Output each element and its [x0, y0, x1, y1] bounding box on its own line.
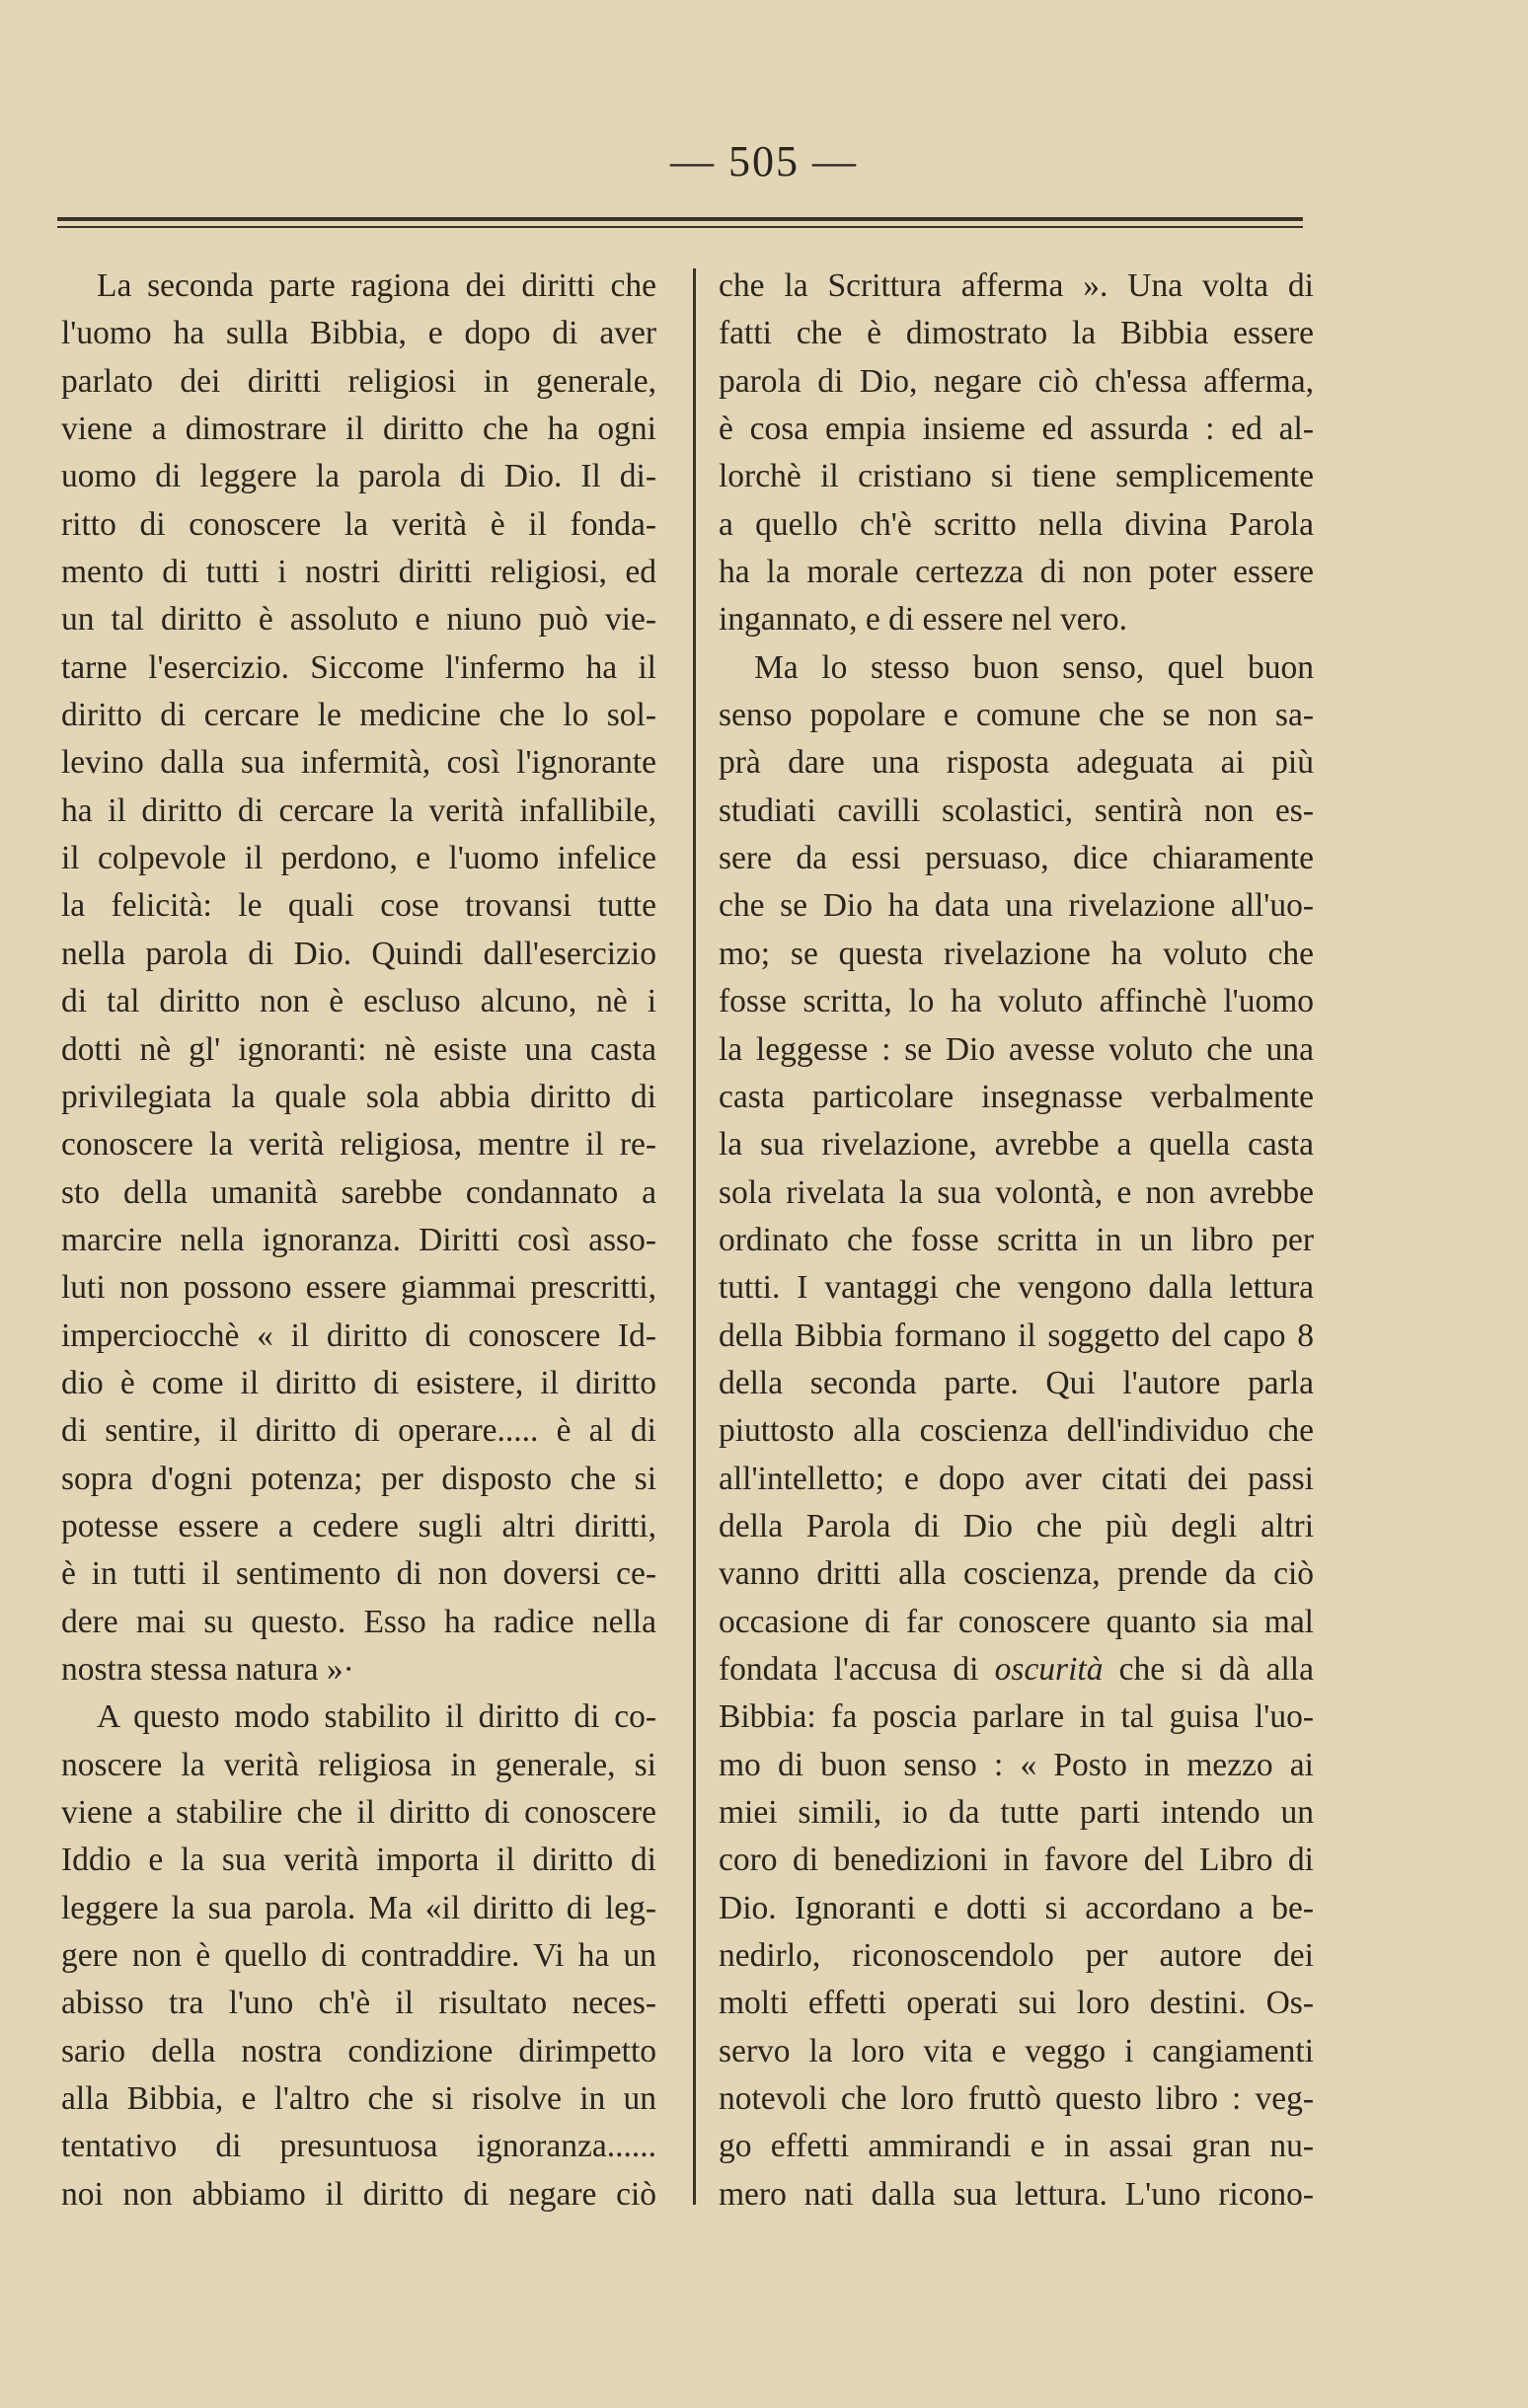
text-line: a quello ch'è scritto nella divina Parola — [719, 505, 1314, 543]
text-line: dio è come il diritto di esistere, il diritto — [61, 1364, 656, 1401]
text-line: di sentire, il diritto di operare..... è al di — [61, 1412, 656, 1450]
text-line: La seconda parte ragiona dei diritti che — [97, 267, 656, 304]
text-line: vanno dritti alla coscienza, prende da ciò — [719, 1555, 1314, 1593]
text-line: fosse scritta, lo ha voluto affinchè l'uomo — [719, 983, 1314, 1020]
text-line: nostra stessa natura »· — [61, 1650, 354, 1688]
text-line: alla Bibbia, e l'altro che si risolve in un — [61, 2080, 656, 2118]
text-line: potesse essere a cedere sugli altri diritti, — [61, 1507, 656, 1544]
text-line: prà dare una risposta adeguata ai più — [719, 744, 1314, 782]
text-line: viene a dimostrare il diritto che ha ogni — [61, 411, 656, 448]
text-line: il colpevole il perdono, e l'uomo infelice — [61, 840, 656, 877]
text-line: dere mai su questo. Esso ha radice nella — [61, 1603, 656, 1640]
text-line: go effetti ammirandi e in assai gran nu- — [719, 2128, 1314, 2165]
text-line: sola rivelata la sua volontà, e non avrebbe — [719, 1173, 1314, 1211]
text-line: parlato dei diritti religiosi in generale, — [61, 362, 656, 400]
text-line: dotti nè gl' ignoranti: nè esiste una casta — [61, 1030, 656, 1068]
text-line: privilegiata la quale sola abbia diritto di — [61, 1078, 656, 1115]
text-line: studiati cavilli scolastici, sentirà non es- — [719, 791, 1314, 829]
text-line: piuttosto alla coscienza dell'individuo che — [719, 1412, 1314, 1450]
text-line: sario della nostra condizione dirimpetto — [61, 2032, 656, 2069]
text-line: miei simili, io da tutte parti intendo un — [719, 1794, 1314, 1831]
text-line: ha il diritto di cercare la verità infallibile, — [61, 791, 656, 829]
text-line: ritto di conoscere la verità è il fonda- — [61, 505, 656, 543]
text-line: della seconda parte. Qui l'autore parla — [719, 1364, 1314, 1401]
text-line: notevoli che loro fruttò questo libro : veg- — [719, 2080, 1314, 2118]
text-line: A questo modo stabilito il diritto di co- — [97, 1698, 656, 1736]
text-line: levino dalla sua infermità, così l'ignorante — [61, 744, 656, 782]
text-line: è cosa empia insieme ed assurda : ed al- — [719, 411, 1314, 448]
text-line: luti non possono essere giammai prescritti, — [61, 1269, 656, 1307]
text-line: l'uomo ha sulla Bibbia, e dopo di aver — [61, 315, 656, 352]
text-line: sopra d'ogni potenza; per disposto che si — [61, 1460, 656, 1497]
text-line: tentativo di presuntuosa ignoranza...... — [61, 2128, 656, 2165]
text-line: sere da essi persuaso, dice chiaramente — [719, 840, 1314, 877]
text-line: abisso tra l'uno ch'è il risultato neces- — [61, 1985, 656, 2022]
text-line: lorchè il cristiano si tiene semplicemente — [719, 458, 1314, 495]
text-line: nella parola di Dio. Quindi dall'esercizio — [61, 935, 656, 972]
text-line: nedirlo, riconoscendolo per autore dei — [719, 1937, 1314, 1975]
text-line: occasione di far conoscere quanto sia mal — [719, 1603, 1314, 1640]
text-line: molti effetti operati sui loro destini. Os- — [719, 1985, 1314, 2022]
text-line: diritto di cercare le medicine che lo sol- — [61, 697, 656, 734]
text-line: mero nati dalla sua lettura. L'uno ricono- — [719, 2175, 1314, 2213]
text-line: parola di Dio, negare ciò ch'essa afferma, — [719, 362, 1314, 400]
text-line: della Bibbia formano il soggetto del capo 8 — [719, 1317, 1314, 1354]
text-line: un tal diritto è assoluto e niuno può vie- — [61, 601, 656, 639]
text-line: noscere la verità religiosa in generale, si — [61, 1746, 656, 1783]
text-line: servo la loro vita e veggo i cangiamenti — [719, 2032, 1314, 2069]
text-line: viene a stabilire che il diritto di conoscere — [61, 1794, 656, 1831]
text-line: leggere la sua parola. Ma «il diritto di leg- — [61, 1889, 656, 1926]
text-line: Bibbia: fa poscia parlare in tal guisa l'uo- — [719, 1698, 1314, 1736]
text-line: Ma lo stesso buon senso, quel buon — [754, 648, 1314, 686]
text-line: ingannato, e di essere nel vero. — [719, 601, 1127, 639]
text-line: all'intelletto; e dopo aver citati dei passi — [719, 1460, 1314, 1497]
left-text-column — [61, 263, 656, 2219]
text-line: coro di benedizioni in favore del Libro di — [719, 1842, 1314, 1879]
italic-word: oscurità — [994, 1650, 1104, 1688]
text-line: noi non abbiamo il diritto di negare ciò — [61, 2175, 656, 2213]
text-line: gere non è quello di contraddire. Vi ha un — [61, 1937, 656, 1975]
page-number: — 505 — — [670, 137, 858, 186]
text-line: mo; se questa rivelazione ha voluto che — [719, 935, 1314, 972]
text-line: tarne l'esercizio. Siccome l'infermo ha il — [61, 648, 656, 686]
text-line: ordinato che fosse scritta in un libro per — [719, 1221, 1314, 1258]
right-text-column — [719, 263, 1314, 2219]
text-line: di tal diritto non è escluso alcuno, nè i — [61, 983, 656, 1020]
text-line: è in tutti il sentimento di non doversi ce- — [61, 1555, 656, 1593]
text-line: conoscere la verità religiosa, mentre il re- — [61, 1126, 656, 1164]
text-line: ha la morale certezza di non poter essere — [719, 554, 1314, 591]
header-rule — [57, 217, 1303, 221]
text-line: la sua rivelazione, avrebbe a quella casta — [719, 1126, 1314, 1164]
text-line: della Parola di Dio che più degli altri — [719, 1507, 1314, 1544]
column-divider — [693, 268, 696, 2205]
text-line: fatti che è dimostrato la Bibbia essere — [719, 315, 1314, 352]
text-line: la leggesse : se Dio avesse voluto che una — [719, 1030, 1314, 1068]
text-line: che la Scrittura afferma ». Una volta di — [719, 267, 1314, 304]
text-line: imperciocchè « il diritto di conoscere Id- — [61, 1317, 656, 1354]
text-line: che se Dio ha data una rivelazione all'uo- — [719, 887, 1314, 925]
text-line: casta particolare insegnasse verbalmente — [719, 1078, 1314, 1115]
text-line: mo di buon senso : « Posto in mezzo ai — [719, 1746, 1314, 1783]
text-line: senso popolare e comune che se non sa- — [719, 697, 1314, 734]
header-rule-thin — [57, 226, 1303, 228]
text-line: Dio. Ignoranti e dotti si accordano a be- — [719, 1889, 1314, 1926]
text-line: la felicità: le quali cose trovansi tutte — [61, 887, 656, 925]
text-line: marcire nella ignoranza. Diritti così asso- — [61, 1221, 656, 1258]
text-line: fondata l'accusa di oscurità che si dà alla — [719, 1650, 1314, 1688]
text-line: tutti. I vantaggi che vengono dalla lettura — [719, 1269, 1314, 1307]
text-line: sto della umanità sarebbe condannato a — [61, 1173, 656, 1211]
text-line: Iddio e la sua verità importa il diritto di — [61, 1842, 656, 1879]
text-line: mento di tutti i nostri diritti religiosi, ed — [61, 554, 656, 591]
text-line: uomo di leggere la parola di Dio. Il di- — [61, 458, 656, 495]
